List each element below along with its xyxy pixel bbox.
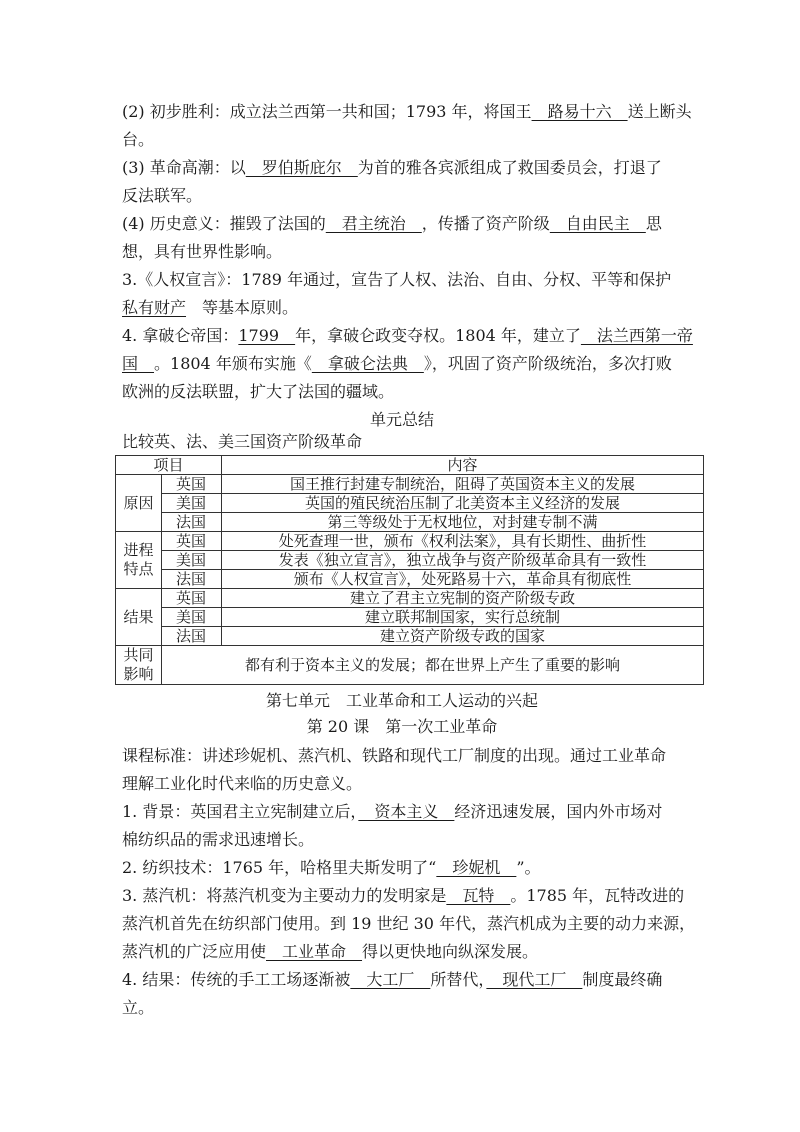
- content-cell: 英国的殖民统治压制了北美资本主义经济的发展: [222, 494, 704, 513]
- summary-title: 单元总结: [369, 410, 434, 429]
- country-cell: 英国: [162, 475, 222, 494]
- text-line: [122, 382, 682, 402]
- text-line: [122, 746, 682, 766]
- text-segment: 3. 蒸汽机：将蒸汽机变为主要动力的发明家是: [122, 886, 447, 905]
- table-row: [116, 646, 704, 685]
- text-segment: 蒸汽机的广泛应用使: [122, 942, 267, 961]
- text-segment: (4) 历史意义：摧毁了法国的: [122, 214, 326, 233]
- text-segment: 2. 纺织技术：1765 年，哈格里夫斯发明了“: [122, 858, 437, 877]
- country-cell: 美国: [162, 551, 222, 570]
- fill-blank-answer: 罗伯斯庇尔: [245, 158, 358, 177]
- text-segment: 3.《人权宣言》：1789 年通过，宣告了人权、法治、自由、分权、平等和保护: [122, 270, 672, 289]
- text-segment: ，传播了资产阶级: [421, 214, 550, 233]
- text-segment: 蒸汽机首先在纺织部门使用。到 19 世纪 30 年代，蒸汽机成为主要的动力来源，: [122, 914, 696, 933]
- text-segment: 。1785 年，瓦特改进的: [510, 886, 685, 905]
- fill-blank-answer: 国: [122, 354, 155, 373]
- text-line: [122, 130, 682, 150]
- content-cell: 建立联邦制国家，实行总统制: [222, 608, 704, 627]
- category-cell: 原因: [116, 475, 162, 532]
- text-segment: 棉纺织品的需求迅速增长。: [122, 830, 315, 849]
- text-segment: 。1804 年颁布实施《: [154, 354, 312, 373]
- content-cell: 处死查理一世，颁布《权利法案》，具有长期性、曲折性: [222, 532, 704, 551]
- text-line: [122, 270, 682, 290]
- fill-blank-answer: 私有财产: [122, 298, 187, 317]
- text-segment: 制度最终确: [582, 970, 663, 989]
- text-line: [122, 942, 682, 962]
- text-line: [122, 298, 682, 318]
- table-header-item: 项目: [116, 456, 222, 475]
- text-line: [122, 354, 682, 374]
- text-segment: 所替代，: [430, 970, 487, 989]
- category-cell: 共同影响: [116, 646, 162, 685]
- text-segment: 等基本原则。: [186, 298, 299, 317]
- lesson-title: 第 20 课 第一次工业革命: [306, 717, 498, 736]
- text-segment: 反法联军。: [122, 186, 203, 205]
- text-segment: 1. 背景：英国君主立宪制建立后，: [122, 802, 359, 821]
- content-cell: 颁布《人权宣言》，处死路易十六，革命具有彻底性: [222, 570, 704, 589]
- text-segment: 年，拿破仑政变夺权。1804 年，建立了: [295, 326, 581, 345]
- text-segment: 台。: [122, 130, 155, 149]
- fill-blank-answer: 珍妮机: [436, 858, 517, 877]
- category-cell: 进程特点: [116, 532, 162, 589]
- fill-blank-answer: 瓦特: [446, 886, 511, 905]
- text-line: [122, 158, 682, 178]
- text-line: [122, 774, 682, 794]
- text-line: [122, 326, 693, 346]
- fill-blank-answer: 法兰西第一帝: [580, 326, 693, 345]
- fill-blank-answer: 资本主义: [358, 802, 455, 821]
- text-line: [122, 970, 682, 990]
- text-segment: 课程标准：讲述珍妮机、蒸汽机、铁路和现代工厂制度的出现。通过工业革命: [122, 746, 667, 765]
- text-line: [122, 242, 682, 262]
- fill-blank-answer: 工业革命: [266, 942, 363, 961]
- content-cell: 发表《独立宣言》，独立战争与资产阶级革命具有一致性: [222, 551, 704, 570]
- table-row: [116, 627, 704, 646]
- country-cell: 美国: [162, 608, 222, 627]
- table-row: [116, 532, 704, 551]
- text-segment: 欧洲的反法联盟，扩大了法国的疆域。: [122, 382, 395, 401]
- table-header-content: 内容: [222, 456, 704, 475]
- text-segment: 》，巩固了资产阶级统治，多次打败: [423, 354, 672, 373]
- text-line: [122, 886, 685, 906]
- text-line: [122, 102, 692, 122]
- content-cell: 国王推行封建专制统治，阻碍了英国资本主义的发展: [222, 475, 704, 494]
- table-header-row: [116, 456, 704, 475]
- table-row: [116, 475, 704, 494]
- fill-blank-answer: 大工厂: [350, 970, 431, 989]
- content-cell: 建立了君主立宪制的资产阶级专政: [222, 589, 704, 608]
- table-row: [116, 494, 704, 513]
- text-segment: 4. 拿破仑帝国：: [122, 326, 239, 345]
- text-line: [122, 186, 682, 206]
- text-segment: (3) 革命高潮：以: [122, 158, 246, 177]
- fill-blank-answer: 路易十六: [531, 102, 628, 121]
- fill-blank-answer: 自由民主: [549, 214, 646, 233]
- fill-blank-answer: 现代工厂: [486, 970, 583, 989]
- unit-title: 第七单元 工业革命和工人运动的兴起: [265, 691, 538, 710]
- text-segment: 理解工业化时代来临的历史意义。: [122, 774, 363, 793]
- text-line: [122, 802, 682, 822]
- table-row: [116, 608, 704, 627]
- country-cell: 英国: [162, 589, 222, 608]
- country-cell: 法国: [162, 627, 222, 646]
- text-segment: 送上断头: [627, 102, 692, 121]
- table-row: [116, 551, 704, 570]
- fill-blank-answer: 君主统治: [325, 214, 422, 233]
- text-line: [122, 830, 682, 850]
- text-segment: 经济迅速发展，国内外市场对: [454, 802, 663, 821]
- text-line: [122, 914, 696, 934]
- content-cell: 第三等级处于无权地位，对封建专制不满: [222, 513, 704, 532]
- table-row: [116, 513, 704, 532]
- text-segment: (2) 初步胜利：成立法兰西第一共和国；1793 年，将国王: [122, 102, 532, 121]
- text-segment: 立。: [122, 998, 155, 1017]
- text-line: [122, 214, 682, 234]
- text-segment: 得以更快地向纵深发展。: [362, 942, 539, 961]
- table-row: [116, 570, 704, 589]
- text-segment: 思: [645, 214, 662, 233]
- content-cell: 建立资产阶级专政的国家: [222, 627, 704, 646]
- country-cell: 法国: [162, 513, 222, 532]
- text-segment: 4. 结果：传统的手工工场逐渐被: [122, 970, 351, 989]
- country-cell: 美国: [162, 494, 222, 513]
- fill-blank-answer: 拿破仑法典: [311, 354, 424, 373]
- text-segment: 为首的雅各宾派组成了救国委员会，打退了: [357, 158, 662, 177]
- text-line: [122, 858, 682, 878]
- country-cell: 英国: [162, 532, 222, 551]
- category-cell: 结果: [116, 589, 162, 646]
- text-segment: ”。: [516, 858, 541, 877]
- text-segment: 想，具有世界性影响。: [122, 242, 283, 261]
- country-cell: 法国: [162, 570, 222, 589]
- comparison-table: [115, 455, 704, 685]
- table-row: [116, 589, 704, 608]
- summary-subtitle: 比较英、法、美三国资产阶级革命: [122, 432, 363, 451]
- text-line: [122, 998, 682, 1018]
- content-cell: 都有利于资本主义的发展；都在世界上产生了重要的影响: [162, 646, 704, 685]
- fill-blank-answer: 1799: [238, 326, 296, 345]
